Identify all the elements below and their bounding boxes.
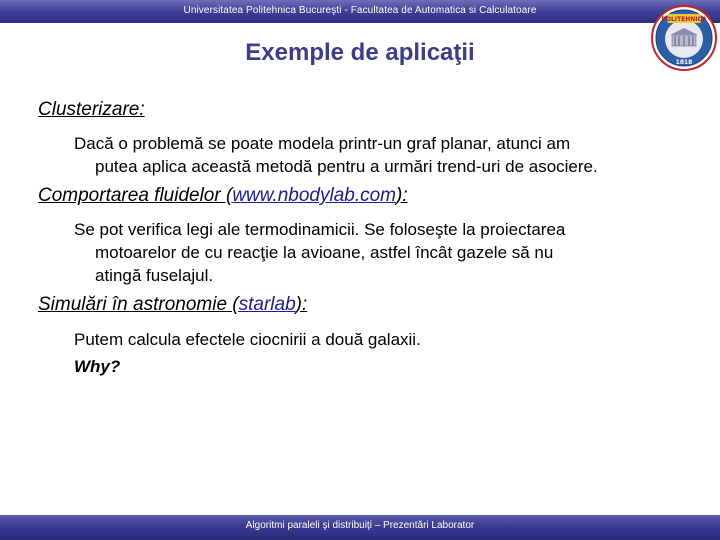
paragraph-line: atingă fuselajul. [95, 266, 214, 285]
paragraph-line: Dacă o problemă se poate modela printr-un graf planar, atunci am [74, 134, 571, 153]
paragraph-line: putea aplica această metodă pentru a urmări trend-uri de asociere. [95, 157, 598, 176]
section-heading-clusterizare: Clusterizare: [38, 99, 145, 120]
logo-year: 1818 [675, 59, 693, 66]
slide-title: Exemple de aplicaţii [245, 39, 475, 66]
heading-text: Simulări în astronomie ( [38, 294, 239, 315]
starlab-link[interactable]: starlab [238, 294, 296, 315]
section-heading-astronomie [38, 294, 307, 316]
section-heading-fluide [38, 185, 408, 207]
heading-suffix: ): [396, 185, 408, 206]
footer-text: Algoritmi paraleli şi distribuiţi – Prezentări Laborator [245, 520, 475, 531]
paragraph-line: Putem calcula efectele ciocnirii a două galaxii. [74, 330, 421, 349]
institution-header: Universitatea Politehnica Bucureşti - Facultatea de Automatica si Calculatoare [183, 5, 537, 16]
paragraph-line: motoarelor de cu reacţie la avioane, astfel încât gazele să nu [95, 243, 554, 262]
paragraph-fluide [74, 218, 565, 287]
logo-text: POLITEHNICA [661, 16, 707, 23]
paragraph-line: Se pot verifica legi ale termodinamicii. Se foloseşte la proiectarea [74, 220, 566, 239]
heading-text: Comportarea fluidelor ( [38, 185, 233, 206]
why-question: Why? [74, 357, 121, 376]
nbodylab-link[interactable]: www.nbodylab.com [232, 185, 397, 206]
heading-suffix: ): [295, 294, 308, 315]
paragraph-clusterizare [74, 132, 598, 178]
paragraph-astronomie [74, 328, 421, 378]
